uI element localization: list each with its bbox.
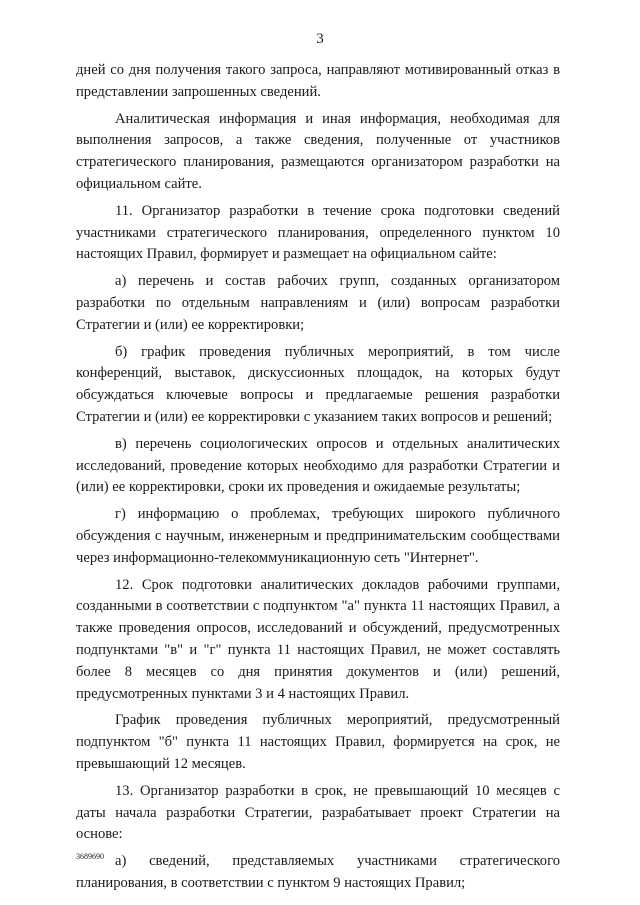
paragraph-item-11-a: а) перечень и состав рабочих групп, созданных организатором разработки по отдельным направлениям и (или) вопросам разработки Стратегии и (или) ее корректировки; xyxy=(76,273,560,333)
paragraph-item-12: 12. Срок подготовки аналитических докладов рабочими группами, созданными в соответствии с подпунктом "а" пункта 11 настоящих Правил, а также проведения опросов, исследований и обсуждений, предусмотренных подпунктами "в" и "г" пункта 11 настоящих Правил, не может составлять более 8 месяцев со дня принятия документов и (или) решений, предусмотренных пунктами 3 и 4 настоящих Правил. xyxy=(76,576,560,702)
paragraph-item-11-v: в) перечень социологических опросов и отдельных аналитических исследований, проведение которых необходимо для разработки Стратегии и (или) ее корректировки, сроки их проведения и ожидаемые результаты; xyxy=(76,435,560,496)
paragraph-item-11: 11. Организатор разработки в течение срока подготовки сведений участниками стратегического планирования, определенного пунктом 10 настоящих Правил, формирует и размещает на официальном сайте: xyxy=(76,202,560,263)
paragraph-item-13: 13. Организатор разработки в срок, не превышающий 10 месяцев с даты начала разработки Стратегии, разрабатывает проект Стратегии на основе: xyxy=(76,782,560,843)
page-number: 3 xyxy=(316,31,324,47)
paragraph-schedule: График проведения публичных мероприятий, предусмотренный подпунктом "б" пункта 11 настоящих Правил, формируется на срок, не превышающий 12 месяцев. xyxy=(76,712,560,772)
document-code: 3689690 xyxy=(76,852,104,861)
paragraph-continuation: дней со дня получения такого запроса, направляют мотивированный отказ в представлении запрошенных сведений. xyxy=(76,62,560,100)
paragraph-item-13-a: а) сведений, представляемых участниками стратегического планирования, в соответствии с пунктом 9 настоящих Правил; xyxy=(76,853,560,891)
document-body xyxy=(76,60,560,900)
paragraph-item-11-g: г) информацию о проблемах, требующих широкого публичного обсуждения с научным, инженерным и предпринимательским сообществами через информационно-телекоммуникационную сеть "Интернет". xyxy=(76,506,560,566)
paragraph-analytical-info: Аналитическая информация и иная информация, необходимая для выполнения запросов, а также сведения, полученные от участников стратегического планирования, размещаются организатором разработки на официальном сайте. xyxy=(76,110,560,192)
paragraph-item-11-b: б) график проведения публичных мероприятий, в том числе конференций, выставок, дискуссионных площадок, на которых будут обсуждаться ключевые вопросы и предлагаемые решения разработки Стратегии и (или) ее корректировки с указанием таких вопросов и решений; xyxy=(76,343,560,425)
